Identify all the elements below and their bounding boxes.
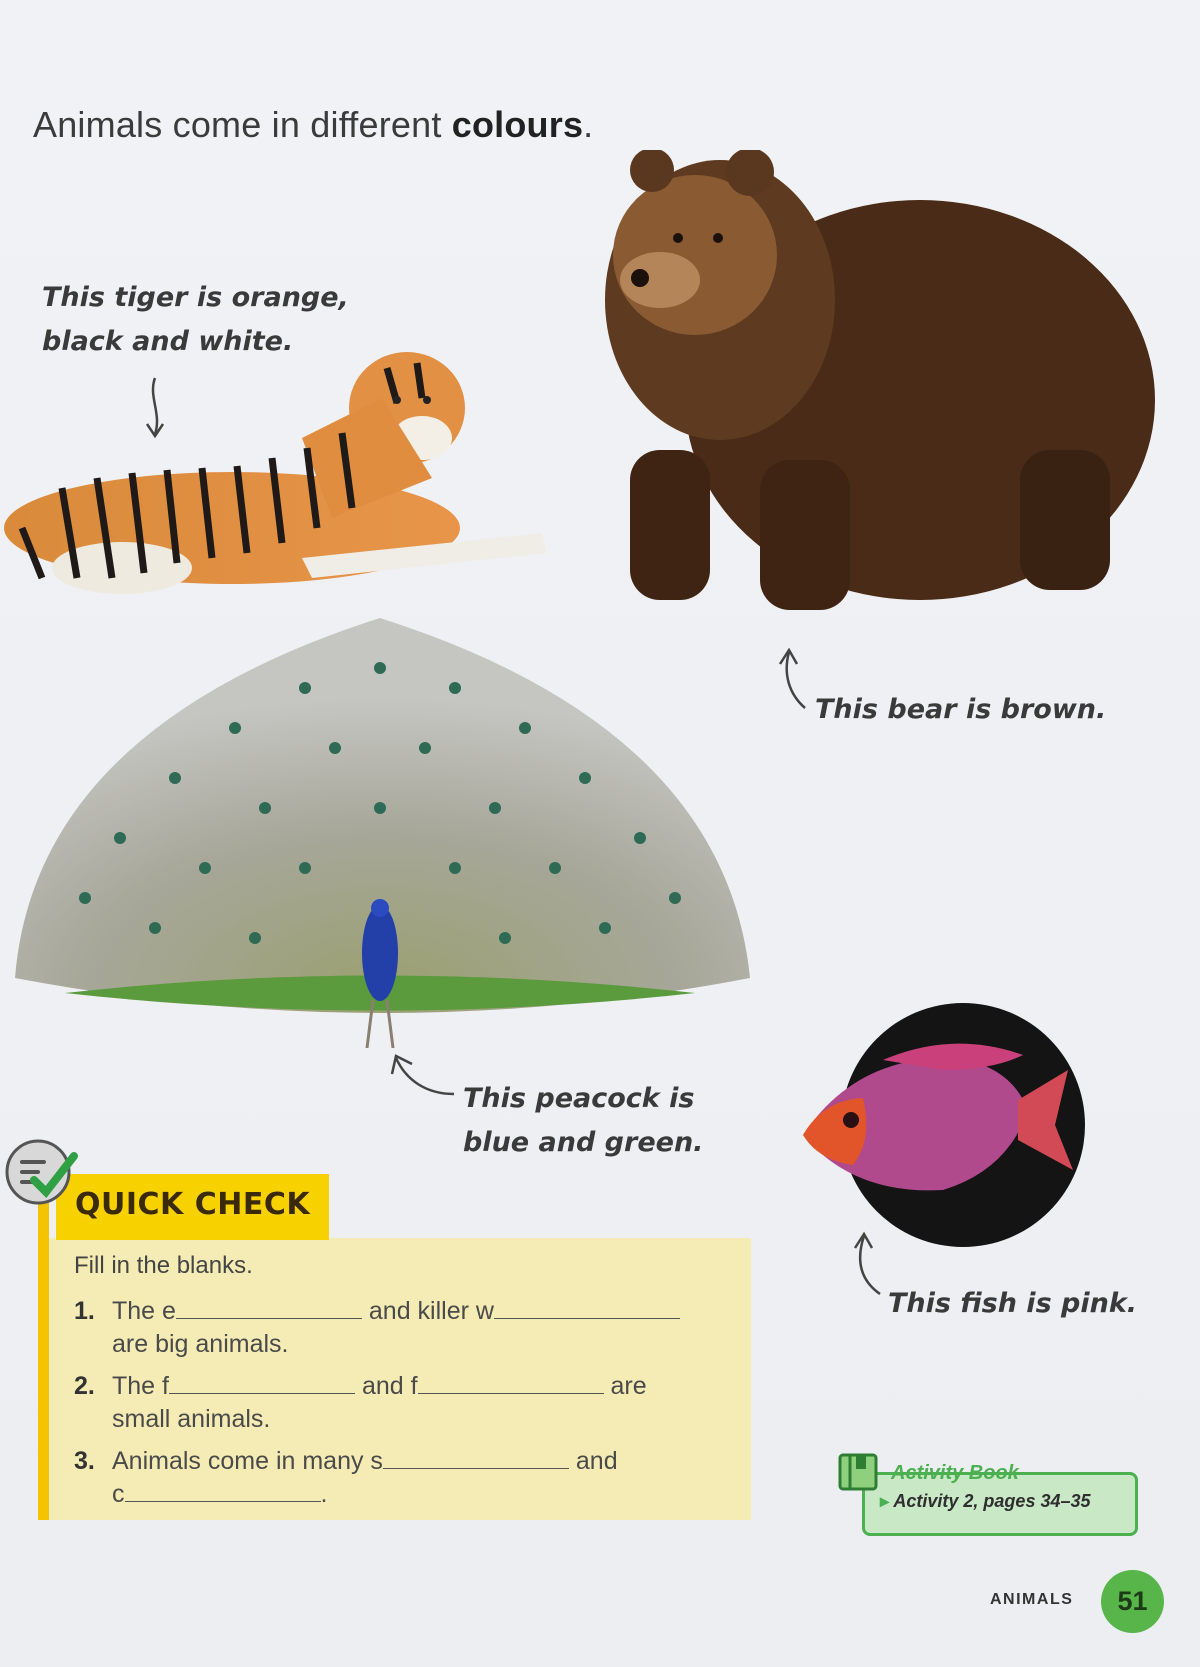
checklist-icon xyxy=(4,1132,78,1206)
blank-field[interactable] xyxy=(418,1373,604,1394)
bear-caption: This bear is brown. xyxy=(815,694,1107,725)
book-icon xyxy=(838,1452,880,1492)
blank-field[interactable] xyxy=(494,1298,680,1319)
quick-check-instruction: Fill in the blanks. xyxy=(74,1252,253,1279)
peacock-caption: This peacock is blue and green. xyxy=(463,1083,704,1158)
blank-field[interactable] xyxy=(169,1373,355,1394)
quick-check-stripe xyxy=(38,1190,49,1520)
tiger-caption: This tiger is orange, black and white. xyxy=(42,282,349,357)
section-label: ANIMALS xyxy=(990,1591,1074,1608)
bear-arrow-icon xyxy=(775,644,809,712)
blank-field[interactable] xyxy=(176,1298,362,1319)
quick-check-title: QUICK CHECK xyxy=(75,1187,311,1222)
bear-image xyxy=(600,150,1160,618)
page-number-badge: 51 xyxy=(1101,1570,1164,1633)
peacock-image xyxy=(5,608,765,1063)
peacock-arrow-icon xyxy=(388,1050,458,1106)
blank-field[interactable] xyxy=(125,1481,321,1502)
textbook-page: Animals come in different colours. This tiger is orange, black and white. This bear is brown. This peacock is blue and green. This fish is pink. QUICK CHECK Fill in the blanks. 1. The e and killer w are big animals. 2. The f and f are small animals. 3. Animals come in many s and c . Activity Book ▸ Activity 2, pages 34–35 ANIMALS 51 xyxy=(0,0,1200,1667)
tiger-image xyxy=(2,328,564,604)
triangle-right-icon: ▸ xyxy=(880,1491,890,1511)
activity-book-subtitle: ▸ Activity 2, pages 34–35 xyxy=(880,1491,1091,1511)
fish-image xyxy=(793,1000,1097,1250)
page-heading: Animals come in different colours. xyxy=(33,104,594,145)
fish-caption: This fish is pink. xyxy=(888,1288,1138,1319)
fish-arrow-icon xyxy=(850,1228,884,1298)
blank-field[interactable] xyxy=(383,1448,569,1469)
activity-book-title: Activity Book xyxy=(891,1462,1019,1484)
